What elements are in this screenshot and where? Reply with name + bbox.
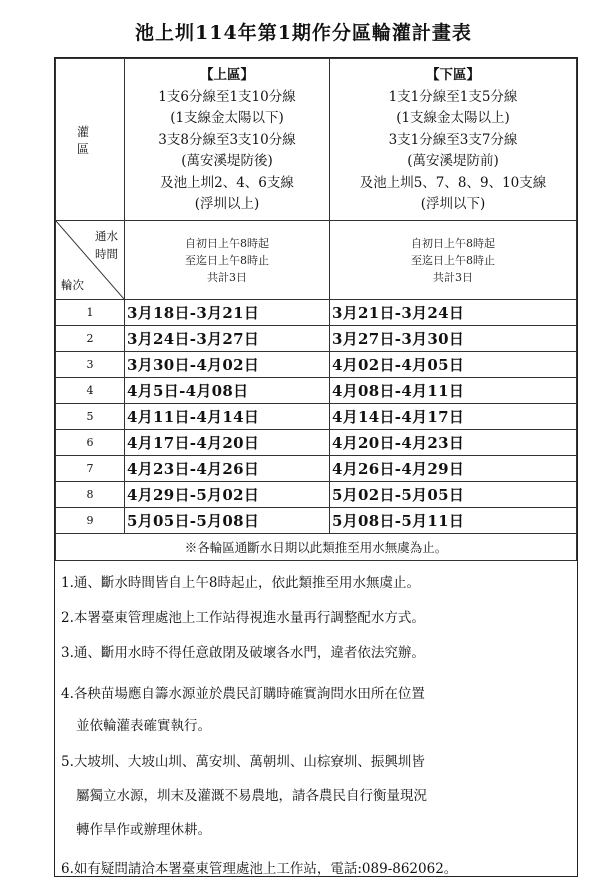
table-row bbox=[56, 352, 577, 378]
time-line: 自初日上午8時起 bbox=[185, 236, 269, 250]
note-text: 2.本署臺東管理處池上工作站得視進水量再行調整配水方式。 bbox=[61, 610, 425, 626]
note-text: 6.如有疑問請洽本署臺東管理處池上工作站，電話:089-862062。 bbox=[61, 861, 458, 877]
lower-zone-line: 3支1分線至3支7分線 bbox=[388, 131, 518, 148]
lower-date: 4月02日-4月05日 bbox=[330, 352, 577, 378]
zone-label: 灌 區 bbox=[56, 59, 125, 221]
time-line: 共計3日 bbox=[207, 270, 247, 284]
header-time-line2: 時間 bbox=[95, 247, 118, 261]
round-number: 8 bbox=[56, 482, 125, 508]
note-text: 5.大坡圳、大坡山圳、萬安圳、萬朝圳、山棕寮圳、振興圳皆 bbox=[61, 754, 425, 770]
lower-zone-line: (萬安溪堤防前) bbox=[407, 153, 499, 170]
table-row bbox=[56, 508, 577, 534]
upper-date: 4月29日-5月02日 bbox=[125, 482, 330, 508]
note-text: 1.通、斷水時間皆自上午8時起止，依此類推至用水無虞止。 bbox=[61, 575, 420, 591]
upper-date: 5月05日-5月08日 bbox=[125, 508, 330, 534]
header-round-label: 輪次 bbox=[61, 278, 84, 292]
round-number: 1 bbox=[56, 300, 125, 326]
upper-zone-line: (浮圳以上) bbox=[194, 196, 260, 213]
header-time-label bbox=[95, 227, 118, 263]
lower-date: 3月27日-3月30日 bbox=[330, 326, 577, 352]
table-note-row bbox=[56, 534, 577, 561]
upper-date: 3月18日-3月21日 bbox=[125, 300, 330, 326]
time-row bbox=[56, 221, 577, 300]
lower-time-cell bbox=[330, 221, 577, 300]
upper-time-cell bbox=[125, 221, 330, 300]
time-line: 自初日上午8時起 bbox=[411, 236, 495, 250]
round-number: 4 bbox=[56, 378, 125, 404]
note-item bbox=[61, 745, 570, 847]
table-note: ※各輪區通斷水日期以此類推至用水無虞為止。 bbox=[56, 534, 577, 561]
time-line: 至迄日上午8時止 bbox=[185, 253, 269, 267]
upper-date: 4月23日-4月26日 bbox=[125, 456, 330, 482]
upper-zone-line: 及池上圳2、4、6支線 bbox=[160, 174, 294, 191]
lower-zone-line: 及池上圳5、7、8、9、10支線 bbox=[359, 174, 547, 191]
note-text-continued: 轉作旱作或辦理休耕。 bbox=[76, 822, 211, 838]
notes-section bbox=[55, 573, 576, 885]
time-line: 共計3日 bbox=[433, 270, 473, 284]
header-time-line1: 通水 bbox=[95, 229, 118, 243]
schedule-sheet bbox=[54, 57, 578, 877]
table-row bbox=[56, 456, 577, 482]
header-corner-cell bbox=[56, 221, 125, 300]
upper-zone-line: (萬安溪堤防後) bbox=[181, 153, 273, 170]
lower-date: 4月20日-4月23日 bbox=[330, 430, 577, 456]
upper-date: 4月17日-4月20日 bbox=[125, 430, 330, 456]
page-title: 池上圳114年第1期作分區輪灌計畫表 bbox=[135, 22, 472, 44]
lower-date: 4月08日-4月11日 bbox=[330, 378, 577, 404]
table-row bbox=[56, 430, 577, 456]
note-text-continued: 屬獨立水源，圳末及灌溉不易農地，請各農民自行衡量現況 bbox=[76, 788, 427, 804]
upper-zone-cell bbox=[125, 59, 330, 221]
upper-date: 3月30日-4月02日 bbox=[125, 352, 330, 378]
note-text-continued: 並依輪灌表確實執行。 bbox=[76, 718, 211, 734]
table-row bbox=[56, 326, 577, 352]
round-number: 6 bbox=[56, 430, 125, 456]
round-number: 5 bbox=[56, 404, 125, 430]
round-number: 2 bbox=[56, 326, 125, 352]
round-number: 3 bbox=[56, 352, 125, 378]
upper-date: 4月5日-4月08日 bbox=[125, 378, 330, 404]
note-text: 3.通、斷用水時不得任意啟閉及破壞各水門，違者依法究辦。 bbox=[61, 645, 425, 661]
note-item bbox=[61, 678, 570, 742]
lower-zone-line: (1支線金太陽以上) bbox=[396, 110, 510, 127]
upper-zone-line: 1支6分線至1支10分線 bbox=[158, 88, 296, 105]
time-line: 至迄日上午8時止 bbox=[411, 253, 495, 267]
table-row bbox=[56, 482, 577, 508]
table-row bbox=[56, 378, 577, 404]
note-item bbox=[61, 608, 570, 628]
upper-date: 3月24日-3月27日 bbox=[125, 326, 330, 352]
upper-zone-heading: 【上區】 bbox=[200, 67, 254, 84]
lower-date: 4月26日-4月29日 bbox=[330, 456, 577, 482]
lower-zone-line: (浮圳以下) bbox=[420, 196, 486, 213]
lower-date: 4月14日-4月17日 bbox=[330, 404, 577, 430]
note-text: 4.各秧苗場應自籌水源並於農民訂購時確實詢問水田所在位置 bbox=[61, 686, 425, 702]
table-row bbox=[56, 300, 577, 326]
lower-date: 5月08日-5月11日 bbox=[330, 508, 577, 534]
upper-zone-line: (1支線金太陽以下) bbox=[170, 110, 284, 127]
lower-date: 5月02日-5月05日 bbox=[330, 482, 577, 508]
note-item bbox=[61, 573, 570, 593]
note-item bbox=[61, 643, 570, 663]
lower-zone-heading: 【下區】 bbox=[426, 67, 480, 84]
note-item bbox=[61, 853, 570, 885]
upper-zone-line: 3支8分線至3支10分線 bbox=[158, 131, 296, 148]
upper-date: 4月11日-4月14日 bbox=[125, 404, 330, 430]
rotation-table bbox=[55, 58, 577, 561]
lower-date: 3月21日-3月24日 bbox=[330, 300, 577, 326]
table-row bbox=[56, 404, 577, 430]
round-number: 7 bbox=[56, 456, 125, 482]
zone-row bbox=[56, 59, 577, 221]
lower-zone-line: 1支1分線至1支5分線 bbox=[388, 88, 518, 105]
lower-zone-cell bbox=[330, 59, 577, 221]
round-number: 9 bbox=[56, 508, 125, 534]
